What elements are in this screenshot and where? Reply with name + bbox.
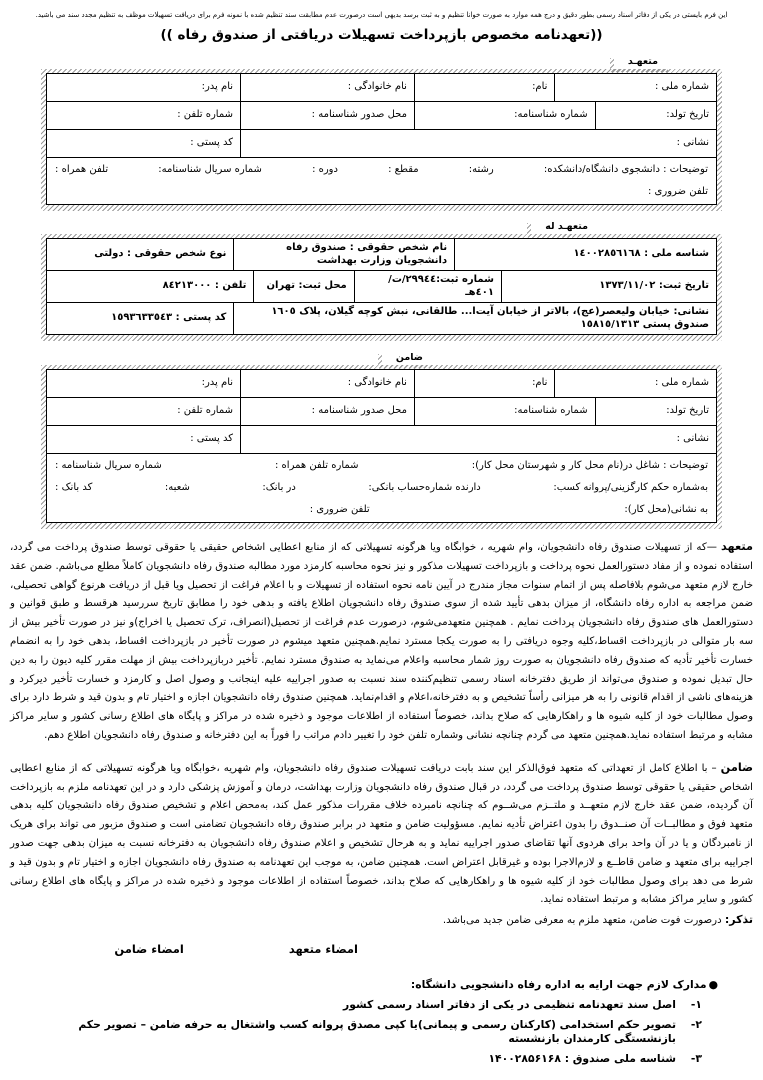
- dash: —: [706, 542, 717, 553]
- table-inline-fields: [47, 455, 716, 477]
- field-label: مقطع :: [388, 164, 419, 175]
- field-label: تلفن همراه :: [55, 164, 109, 175]
- field-label: توضیحات : دانشجوی دانشگاه/دانشکده:: [543, 164, 708, 175]
- motahed-lah-table-frame: [41, 234, 722, 341]
- section-tab-row: [0, 217, 598, 234]
- motahed-table-frame: [41, 69, 722, 211]
- table-cell: شماره شناسنامه:: [415, 102, 596, 129]
- table-row: [47, 453, 716, 522]
- item-text: تصویر حکم استخدامی (کارکنان رسمی و پیمانی)یا کپی مصدق پروانه کسب واشتغال به حرفه ضامن – تصویر حکم بازنشستگی کارمندان بازنشسته: [78, 1018, 676, 1046]
- field-label: شماره سریال شناسنامه :: [55, 460, 162, 471]
- table-cell: تاریخ تولد:: [666, 109, 709, 121]
- field-label: به‌شماره حکم کارگزینی/پروانه کسب:: [553, 482, 708, 493]
- table-row: [47, 239, 716, 270]
- field-label: دارنده شماره‌حساب بانکی:: [368, 482, 481, 493]
- table-cell: نام:: [415, 74, 555, 101]
- field-label: در بانک:: [262, 482, 296, 493]
- table-inline-fields: [47, 181, 716, 203]
- table-cell: نام:: [415, 370, 555, 397]
- document-item: [45, 1052, 702, 1066]
- signature-motahed: امضاء متعهد: [288, 942, 358, 957]
- table-cell: شماره ملی :: [654, 81, 709, 93]
- table-inline-fields: [47, 499, 716, 521]
- motahed-paragraph: [10, 538, 753, 746]
- table-row: [47, 270, 716, 302]
- section-label: متعهـد: [614, 55, 672, 69]
- field-label: کد بانک :: [55, 482, 93, 493]
- table-cell: شماره تلفن :: [47, 398, 241, 425]
- table-cell: نام خانوادگی :: [241, 370, 415, 397]
- reminder-text: درصورت فوت ضامن، متعهد ملزم به معرفی ضامن جدید می‌باشد.: [442, 915, 722, 927]
- table-cell: محل صدور شناسنامه :: [241, 102, 415, 129]
- table-cell: نام شخص حقوقی : صندوق رفاه دانشجویان وزارت بهداشت: [234, 239, 455, 270]
- documents-title: مدارک لازم جهت ارایه به اداره رفاه دانشجویی دانشگاه:: [410, 978, 707, 992]
- page-title: ((تعهدنامه مخصوص بازپرداخت تسهیلات دریافتی از صندوق رفاه )): [160, 27, 603, 43]
- field-label: رشته:: [468, 164, 494, 175]
- motahed-paragraph-body: که از تسهیلات صندوق رفاه دانشجویان، وام شهریه ، خوابگاه ویا هرگونه تسهیلاتی که از منابع اعطایی اشخاص حقیقی یا حقوقی توسط صندوق پرداخت می گردد، استفاده نموده و از مفاد دستورالعمل نحوه پرداخت و بازپرداخت تسهیلات مذکور و نیز نحوه محاسبه کارمزد مورد مطالبه صندوق رفاه دانشجویان کاملاً مطلع می‌باشم. ضمن عقد خارج لازم متعهد می‌شوم بلافاصله پس از اتمام سنوات مجاز مندرج در آیین نامه نحوه استفاده از تسهیلات و با اعلام فراغت از تحصیل ویا قبل از دریافت هرنوع گواهی تحصیلی، ضمن مراجعه به اداره رفاه دانشگاه، از میزان بدهی تأیید شده از سوی صندوق رفاه دانشجویان اطلاع یافته و بدهی خود را مطابق تاریخ سررسید هرقسط و طبق قوانین و دستورالعمل های صندوق رفاه دانشجویان پرداخت نمایم . همچنین متعهدمی‌شوم، درصورت عدم فراغت از تحصیل(انصراف، ترک تحصیل یا اخراج)و نیز در صورت تأخیر بیش از سه بار متوالی در بازپرداخت اقساط،کلیه وجوه دریافتی را به صورت یکجا مسترد نمایم.همچنین متعهد میشوم در صورت تأخیر در بازپرداخت اقساط، بدهی خود را به انضمام خسارت تأخیر تأدیه که صندوق رفاه دانشجویان به صورت روز شمار محاسبه واعلام می‌نماید به صندوق مسترد نمایم. تأخیر دربازپرداخت بیش از مهلت مقرر کلیه دیون را به دین حال تبدیل نموده و صندوق می‌تواند از طریق دفترخانه اسناد رسمی تنظیم‌کننده سند نسبت به صدور اجراییه علیه اینجانب و وصول اصل و کارمزد و خسارت تأخیر دیرکرد و هزینه‌های ناشی از اقدام قانونی را به هر میزانی رأساً تشخیص و به دفترخانه،اعلام و اقدام‌نماید. همچنین صندوق رفاه دانشجویان اجازه و اختیار تام و بدون قید و شرط دارد برای وصول مطالبات خود از کلیه شیوه ها و راهکارهایی که صلاح بداند، خصوصاً استفاده از اطلاعات موجود و ذخیره شده در مراکز و پایگاه های اطلاع رسانی کشور و سایر مراکز مشابه و مرتبط استفاده نماید.همچنین متعهد می گردم چنانچه نشانی وشماره تلفن خود را تغییر دادم مراتب را فوراً به این دفترخانه و صندوق رفاه دانشجویان اطلاع دهم.: [10, 542, 753, 741]
- section-label: ضامن: [382, 351, 437, 365]
- table-cell: نام پدر:: [47, 370, 241, 397]
- motahed-table: [46, 73, 717, 205]
- bullet-icon: ●: [708, 978, 718, 992]
- table-cell: کد پستی :: [47, 130, 241, 157]
- signature-row: [0, 942, 763, 956]
- field-label: شماره سریال شناسنامه:: [158, 164, 262, 175]
- field-label: به نشانی(محل کار):: [624, 504, 708, 515]
- field-label: تلفن ضروری :: [309, 504, 370, 515]
- table-cell: شماره شناسنامه:: [415, 398, 596, 425]
- table-cell: تاریخ تولد:: [666, 405, 709, 417]
- table-cell: نشانی :: [676, 137, 709, 149]
- table-row: [47, 370, 716, 397]
- table-cell: تاریخ ثبت: ١٣٧٣/١١/٠٢: [599, 280, 709, 292]
- item-number: ۲-: [690, 1018, 702, 1032]
- required-documents: [45, 978, 718, 1066]
- reminder-lead: تذکر:: [724, 913, 753, 927]
- table-cell: محل ثبت: تهران: [254, 271, 354, 302]
- section-label: متعهـد له: [531, 220, 602, 234]
- table-inline-fields: [47, 159, 716, 181]
- zamen-table: [46, 369, 717, 523]
- section-tab-motahed-lah: [527, 223, 598, 237]
- table-row: [47, 425, 716, 453]
- document-item: [45, 998, 702, 1012]
- registry-notice: این فرم بایستی در یکی از دفاتر اسناد رسمی بطور دقیق و درج همه موارد به صورت خوانا تنظیم و به ثبت برسد بدیهی است درصورت عدم مطابقت سند تنظیم شده با نمونه فرم برای دریافت تسهیلات موظف به تنظیم مجدد سند می باشید.: [35, 11, 728, 19]
- table-cell: نام پدر:: [47, 74, 241, 101]
- reminder-line: [10, 913, 753, 926]
- documents-title-row: [45, 978, 718, 992]
- field-label: دوره :: [312, 164, 338, 175]
- table-cell: نام خانوادگی :: [241, 74, 415, 101]
- table-row: [47, 129, 716, 157]
- item-text: اصل سند تعهدنامه تنظیمی در یکی از دفاتر اسناد رسمی کشور: [343, 998, 676, 1012]
- zamen-table-frame: [41, 365, 722, 529]
- table-cell: تلفن : ٨٤٢١٣٠٠٠: [47, 271, 254, 302]
- field-label: توضیحات : شاغل در(نام محل کار و شهرستان محل کار):: [471, 460, 708, 471]
- table-cell: شناسه ملی : ١٤٠٠٢٨٥٦١٦٨: [573, 248, 709, 260]
- motahed-paragraph-lead: متعهد: [721, 540, 753, 553]
- table-row: [47, 101, 716, 129]
- table-cell: نشانی :: [676, 433, 709, 445]
- field-label: شماره تلفن همراه :: [275, 460, 359, 471]
- table-cell: کد پستی :: [47, 426, 241, 453]
- section-tab-motahed: [610, 58, 668, 72]
- table-row: [47, 397, 716, 425]
- section-tab-row: [0, 52, 668, 69]
- dash: –: [711, 762, 717, 774]
- table-inline-fields: [47, 477, 716, 499]
- signature-zamen: امضاء ضامن: [114, 942, 184, 957]
- table-cell: شماره تلفن :: [47, 102, 241, 129]
- table-cell: محل صدور شناسنامه :: [241, 398, 415, 425]
- field-label: شعبه:: [164, 482, 190, 493]
- table-cell: شماره ملی :: [654, 377, 709, 389]
- item-number: ۱-: [690, 998, 702, 1012]
- zamen-paragraph-body: با اطلاع کامل از تعهداتی که متعهد فوق‌الذکر این سند بابت دریافت تسهیلات صندوق رفاه دانشجویان، وام شهریه ،خوابگاه ویا هرگونه تسهیلاتی که از منابع اعطایی اشخاص حقیقی یا حقوقی توسط صندوق پرداخت می گردد، در قبال صندوق رفاه دانشجویان وزارت بهداشت، درمان و آموزش پزشکی دارد و در این تعهدنامه ملزم به بازپرداخت آن گردیده، ضمن عقد خارج لازم متعهــد و ملتــزم می‌شــوم که چنانچه نامبرده خلاف مقررات مذکور عمل کند، به‌محض اعلام و تشخیص صندوق رفاه دانشجویان کلیه بدهی متعهد فوق و مطالبــات آن صنــدوق را بدون اعتراض تأدیه نمایم. مسؤولیت ضامن و متعهد در برابر صندوق رفاه دانشجویان تضامنی است و صندوق مزبور می تواند برای هریک از نامبردگان و یا در آن واحد برای هردوی آنها تقاضای صدور اجراییه نماید و به هرحال تشخیص و اعلام صندوق رفاه دانشجویان به دفترخانه نسبت به میزان بدهی جهت صدور اجراییه برای متعهد و ضامن قاطــع و لازم‌الاجرا بوده و غیرقابل اعتراض است. همچنین ضامن، به موجب این تعهدنامه به صندوق رفاه دانشجویان اجازه و اختیار تام و بدون قید و شرط می دهد برای وصول مطالبات خود از کلیه شیوه ها و راهکارهایی که صلاح بداند، خصوصاً استفاده از اطلاعات موجود و ذخیره شده در مراکز و پایگاه های اطلاع رسانی کشور و سایر مراکز مشابه و مرتبط استفاده نماید.: [10, 762, 753, 906]
- table-cell: نوع شخص حقوقی : دولتی: [47, 239, 234, 270]
- document-item: [45, 1018, 702, 1046]
- table-cell: شماره ثبت:٢٩٩٤٤/ت/٤٠١هـ: [355, 271, 502, 302]
- section-tab-zamen: [378, 354, 433, 368]
- table-row: [47, 74, 716, 101]
- zamen-paragraph-lead: ضامن: [720, 760, 753, 774]
- table-cell: نشانی: خیابان ولیعصر(عج)، بالاتر از خیابان آیت‌ا... طالقانی، نبش کوچه گیلان، پلاک ١٦٠٥ صندوق پستی ١٥٨١٥/١٣١٣: [271, 306, 709, 330]
- motahed-lah-table: [46, 238, 717, 335]
- zamen-paragraph: [10, 759, 753, 910]
- table-row: [47, 157, 716, 204]
- table-cell: کد پستی : ١٥٩٣٦٣٣٥٤٣: [47, 303, 234, 334]
- table-row: [47, 302, 716, 334]
- item-text: شناسه ملی صندوق : ۱۴۰۰۲۸۵۶۱۶۸: [488, 1052, 676, 1066]
- section-tab-row: [0, 348, 433, 365]
- item-number: ۳-: [690, 1052, 702, 1066]
- field-label: تلفن ضروری :: [648, 186, 708, 197]
